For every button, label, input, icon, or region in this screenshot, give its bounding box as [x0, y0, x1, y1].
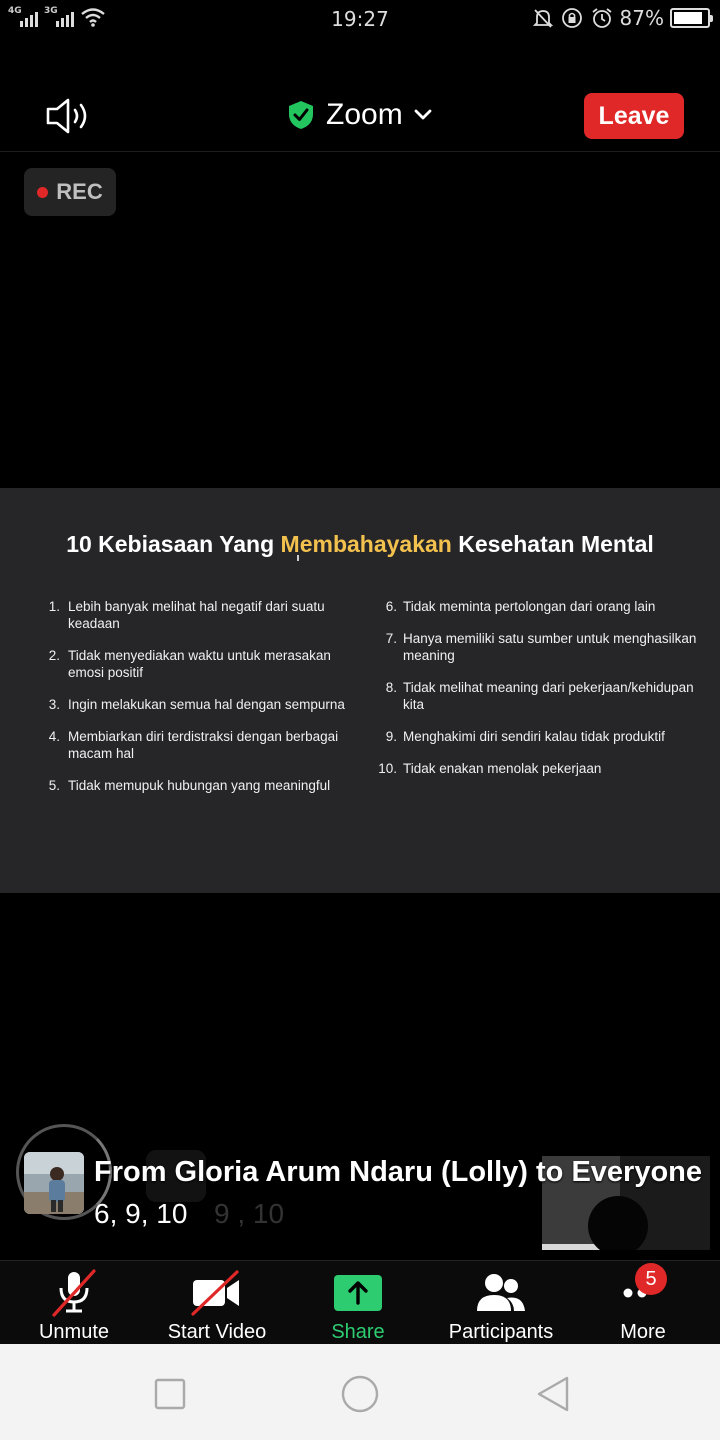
slide-list-text: Tidak menyediakan waktu untuk merasakan emosi positif: [68, 648, 331, 680]
slide-list-number: 4.: [48, 729, 60, 744]
status-bar: [0, 0, 720, 38]
recents-icon[interactable]: [150, 1374, 190, 1414]
slide-list-item: [377, 679, 697, 713]
share-button[interactable]: [318, 1269, 398, 1345]
slide-list-item: [377, 728, 697, 745]
leave-button[interactable]: Leave: [584, 93, 684, 139]
unmute-label: Unmute: [38, 1321, 110, 1343]
shield-check-icon: [286, 99, 316, 131]
slide-list-number: 2.: [48, 648, 60, 663]
slide-list-number: 7.: [385, 631, 397, 646]
slide-list-item: [377, 630, 697, 664]
unmute-button[interactable]: [24, 1269, 124, 1345]
slide-list-number: 5.: [48, 778, 60, 793]
share-arrow-icon: [333, 1273, 383, 1313]
slide-list-text: Tidak enakan menolak pekerjaan: [403, 761, 602, 776]
slide-list-item: [48, 647, 358, 681]
mute-notification-icon: [532, 7, 554, 29]
slide-list-text: Membiarkan diri terdistraksi dengan berbagai macam hal: [68, 729, 339, 761]
android-nav-bar: [0, 1344, 720, 1440]
meeting-title-dropdown[interactable]: [286, 98, 433, 132]
slide-title: [0, 531, 720, 558]
home-icon[interactable]: [340, 1374, 380, 1414]
ghost-chat-message: 9 , 10: [214, 1198, 285, 1229]
shared-screen-slide: [0, 488, 720, 893]
chevron-down-icon: [413, 108, 433, 122]
slide-list-number: 10.: [378, 761, 397, 776]
sender-avatar: [24, 1152, 84, 1214]
meeting-top-bar: [0, 78, 720, 152]
slide-list-item: [48, 777, 358, 794]
slide-list-right: [377, 598, 697, 792]
slide-list-number: 6.: [385, 599, 397, 614]
slide-list-number: 8.: [385, 680, 397, 695]
slide-list-item: [48, 728, 358, 762]
more-button[interactable]: [600, 1269, 686, 1345]
slide-title-part2: Kesehatan Mental: [451, 531, 654, 557]
network-type-2: 3G: [44, 6, 58, 16]
clock: 19:27: [331, 7, 389, 31]
share-label: Share: [331, 1321, 385, 1343]
rotation-lock-icon: [560, 6, 584, 30]
slide-list-text: Tidak meminta pertolongan dari orang lain: [403, 599, 656, 614]
speaker-icon[interactable]: [44, 96, 96, 136]
slide-list-text: Menghakimi diri sendiri kalau tidak produktif: [403, 729, 665, 744]
slide-list-text: Lebih banyak melihat hal negatif dari suatu keadaan: [68, 599, 325, 631]
cursor-icon: [297, 555, 301, 561]
slide-list-text: Tidak memupuk hubungan yang meaningful: [68, 778, 331, 793]
battery-fill: [674, 12, 702, 24]
slide-list-item: [377, 598, 697, 615]
network-type-1: 4G: [8, 6, 22, 16]
slide-title-highlight: Membahayakan: [280, 531, 452, 557]
meeting-title: Zoom: [326, 98, 403, 131]
slide-list-text: Tidak melihat meaning dari pekerjaan/kehidupan kita: [403, 680, 694, 712]
recording-label: REC: [56, 179, 103, 204]
chat-sender[interactable]: From Gloria Arum Ndaru (Lolly) to Everyone: [94, 1156, 703, 1188]
participants-icon: [473, 1271, 529, 1315]
slide-list-left: [48, 598, 358, 809]
slide-list-number: 9.: [385, 729, 397, 744]
chat-message[interactable]: 6, 9, 10: [94, 1198, 188, 1229]
slide-title-part1: 10 Kebiasaan Yang: [66, 531, 281, 557]
status-icons: [532, 6, 710, 30]
back-icon[interactable]: [534, 1374, 574, 1414]
start-video-label: Start Video: [167, 1321, 267, 1343]
slide-list-text: Ingin melakukan semua hal dengan sempurna: [68, 697, 345, 712]
video-off-icon: [189, 1268, 245, 1318]
participants-label: Participants: [448, 1321, 554, 1343]
slide-list-text: Hanya memiliki satu sumber untuk menghasilkan meaning: [403, 631, 697, 663]
slide-list-item: [48, 598, 358, 632]
slide-list-item: [377, 760, 697, 777]
slide-list-number: 3.: [48, 697, 60, 712]
battery-percent: 87%: [619, 6, 664, 30]
start-video-button[interactable]: [157, 1269, 277, 1345]
recording-indicator[interactable]: [24, 168, 116, 216]
slide-list-number: 1.: [48, 599, 60, 614]
battery-icon: [670, 8, 710, 28]
more-label: More: [620, 1321, 666, 1343]
meeting-toolbar: [0, 1260, 720, 1344]
mic-off-icon: [48, 1268, 100, 1318]
notification-badge: 5: [635, 1263, 667, 1295]
recording-dot-icon: [37, 187, 48, 198]
slide-list-item: [48, 696, 358, 713]
participants-button[interactable]: [436, 1269, 566, 1345]
alarm-icon: [590, 6, 614, 30]
